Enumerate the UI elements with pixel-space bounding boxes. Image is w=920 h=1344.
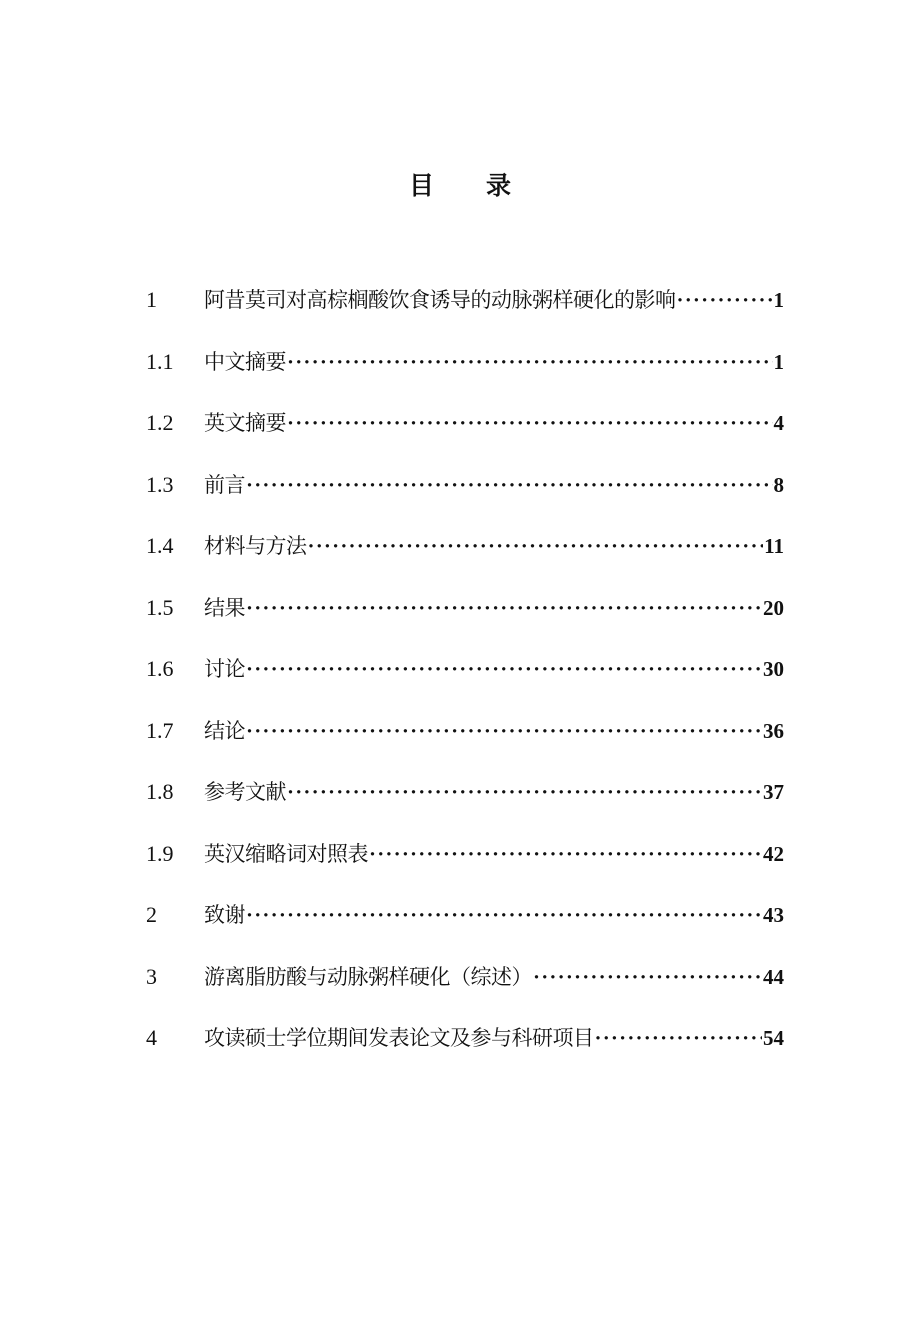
toc-entry-title: 结果 [204,595,245,620]
toc-entry[interactable] [146,654,784,716]
toc-entry-number: 1.4 [146,533,174,558]
toc-entry-number: 1.7 [146,717,174,743]
dot-leader [287,408,773,438]
toc-entry-title: 英汉缩略词对照表 [204,841,368,866]
toc-entry-page: 11 [764,534,784,558]
toc-entry-number: 1.1 [146,348,174,374]
toc-entry-title: 讨论 [204,657,245,681]
toc-entry-title: 英文摘要 [204,411,286,435]
toc-entry-title: 致谢 [204,903,245,927]
toc-entry[interactable] [146,962,784,1024]
toc-entry[interactable] [146,1023,784,1085]
toc-entry[interactable] [146,900,784,962]
toc-entry-title: 游离脂肪酸与动脉粥样硬化（综述） [204,964,532,989]
dot-leader [246,900,762,930]
dot-leader [287,777,762,807]
dot-leader [533,962,762,992]
dot-leader [287,347,773,377]
toc-entry-page: 1 [773,349,784,374]
dot-leader [246,470,773,500]
toc-entry-number: 4 [146,1025,157,1050]
toc-entry-page: 1 [773,288,784,312]
toc-entry-page: 8 [773,472,784,497]
title-right: 录 [486,171,512,200]
page-title [0,166,920,202]
dot-leader [595,1023,763,1053]
toc-entry-title: 材料与方法 [204,534,307,558]
toc-entry[interactable] [146,531,784,593]
toc-entry-title: 中文摘要 [204,349,286,374]
toc-entry-number: 1.2 [146,410,174,435]
toc-entry-number: 1.8 [146,779,174,804]
toc-entry-number: 3 [146,963,157,989]
toc-entry-page: 36 [763,718,784,743]
toc-entry-page: 30 [763,657,784,681]
toc-entry-title: 结论 [204,718,245,743]
dot-leader [246,593,762,623]
toc-entry[interactable] [146,839,784,901]
toc-entry[interactable] [146,470,784,532]
toc-entry-number: 2 [146,902,157,927]
dot-leader [369,839,762,869]
toc-entry-number: 1 [146,287,157,312]
toc-entry-page: 20 [763,595,784,620]
toc-entry[interactable] [146,347,784,409]
toc-entry-page: 4 [773,411,784,435]
toc-entry-number: 1.9 [146,840,174,866]
dot-leader [246,654,762,684]
toc-entry-title: 阿昔莫司对高棕榈酸饮食诱导的动脉粥样硬化的影响 [204,288,676,312]
toc-entry-number: 1.6 [146,656,174,681]
toc-entry-page: 54 [763,1026,784,1050]
dot-leader [246,716,762,746]
toc-entry-page: 42 [763,841,784,866]
toc-entry-page: 44 [763,964,784,989]
toc-entry[interactable] [146,408,784,470]
toc-entry-number: 1.3 [146,471,174,497]
toc-entry-page: 37 [763,780,784,804]
dot-leader [308,531,764,561]
title-left: 目 [408,171,434,200]
toc-entry-title: 参考文献 [204,780,286,804]
toc-entry[interactable] [146,593,784,655]
toc-entry-page: 43 [763,903,784,927]
table-of-contents [146,285,784,1085]
toc-entry-title: 攻读硕士学位期间发表论文及参与科研项目 [204,1026,594,1050]
toc-entry[interactable] [146,285,784,347]
toc-entry[interactable] [146,716,784,778]
toc-entry-number: 1.5 [146,594,174,620]
toc-entry-title: 前言 [204,472,245,497]
toc-entry[interactable] [146,777,784,839]
dot-leader [677,285,773,315]
